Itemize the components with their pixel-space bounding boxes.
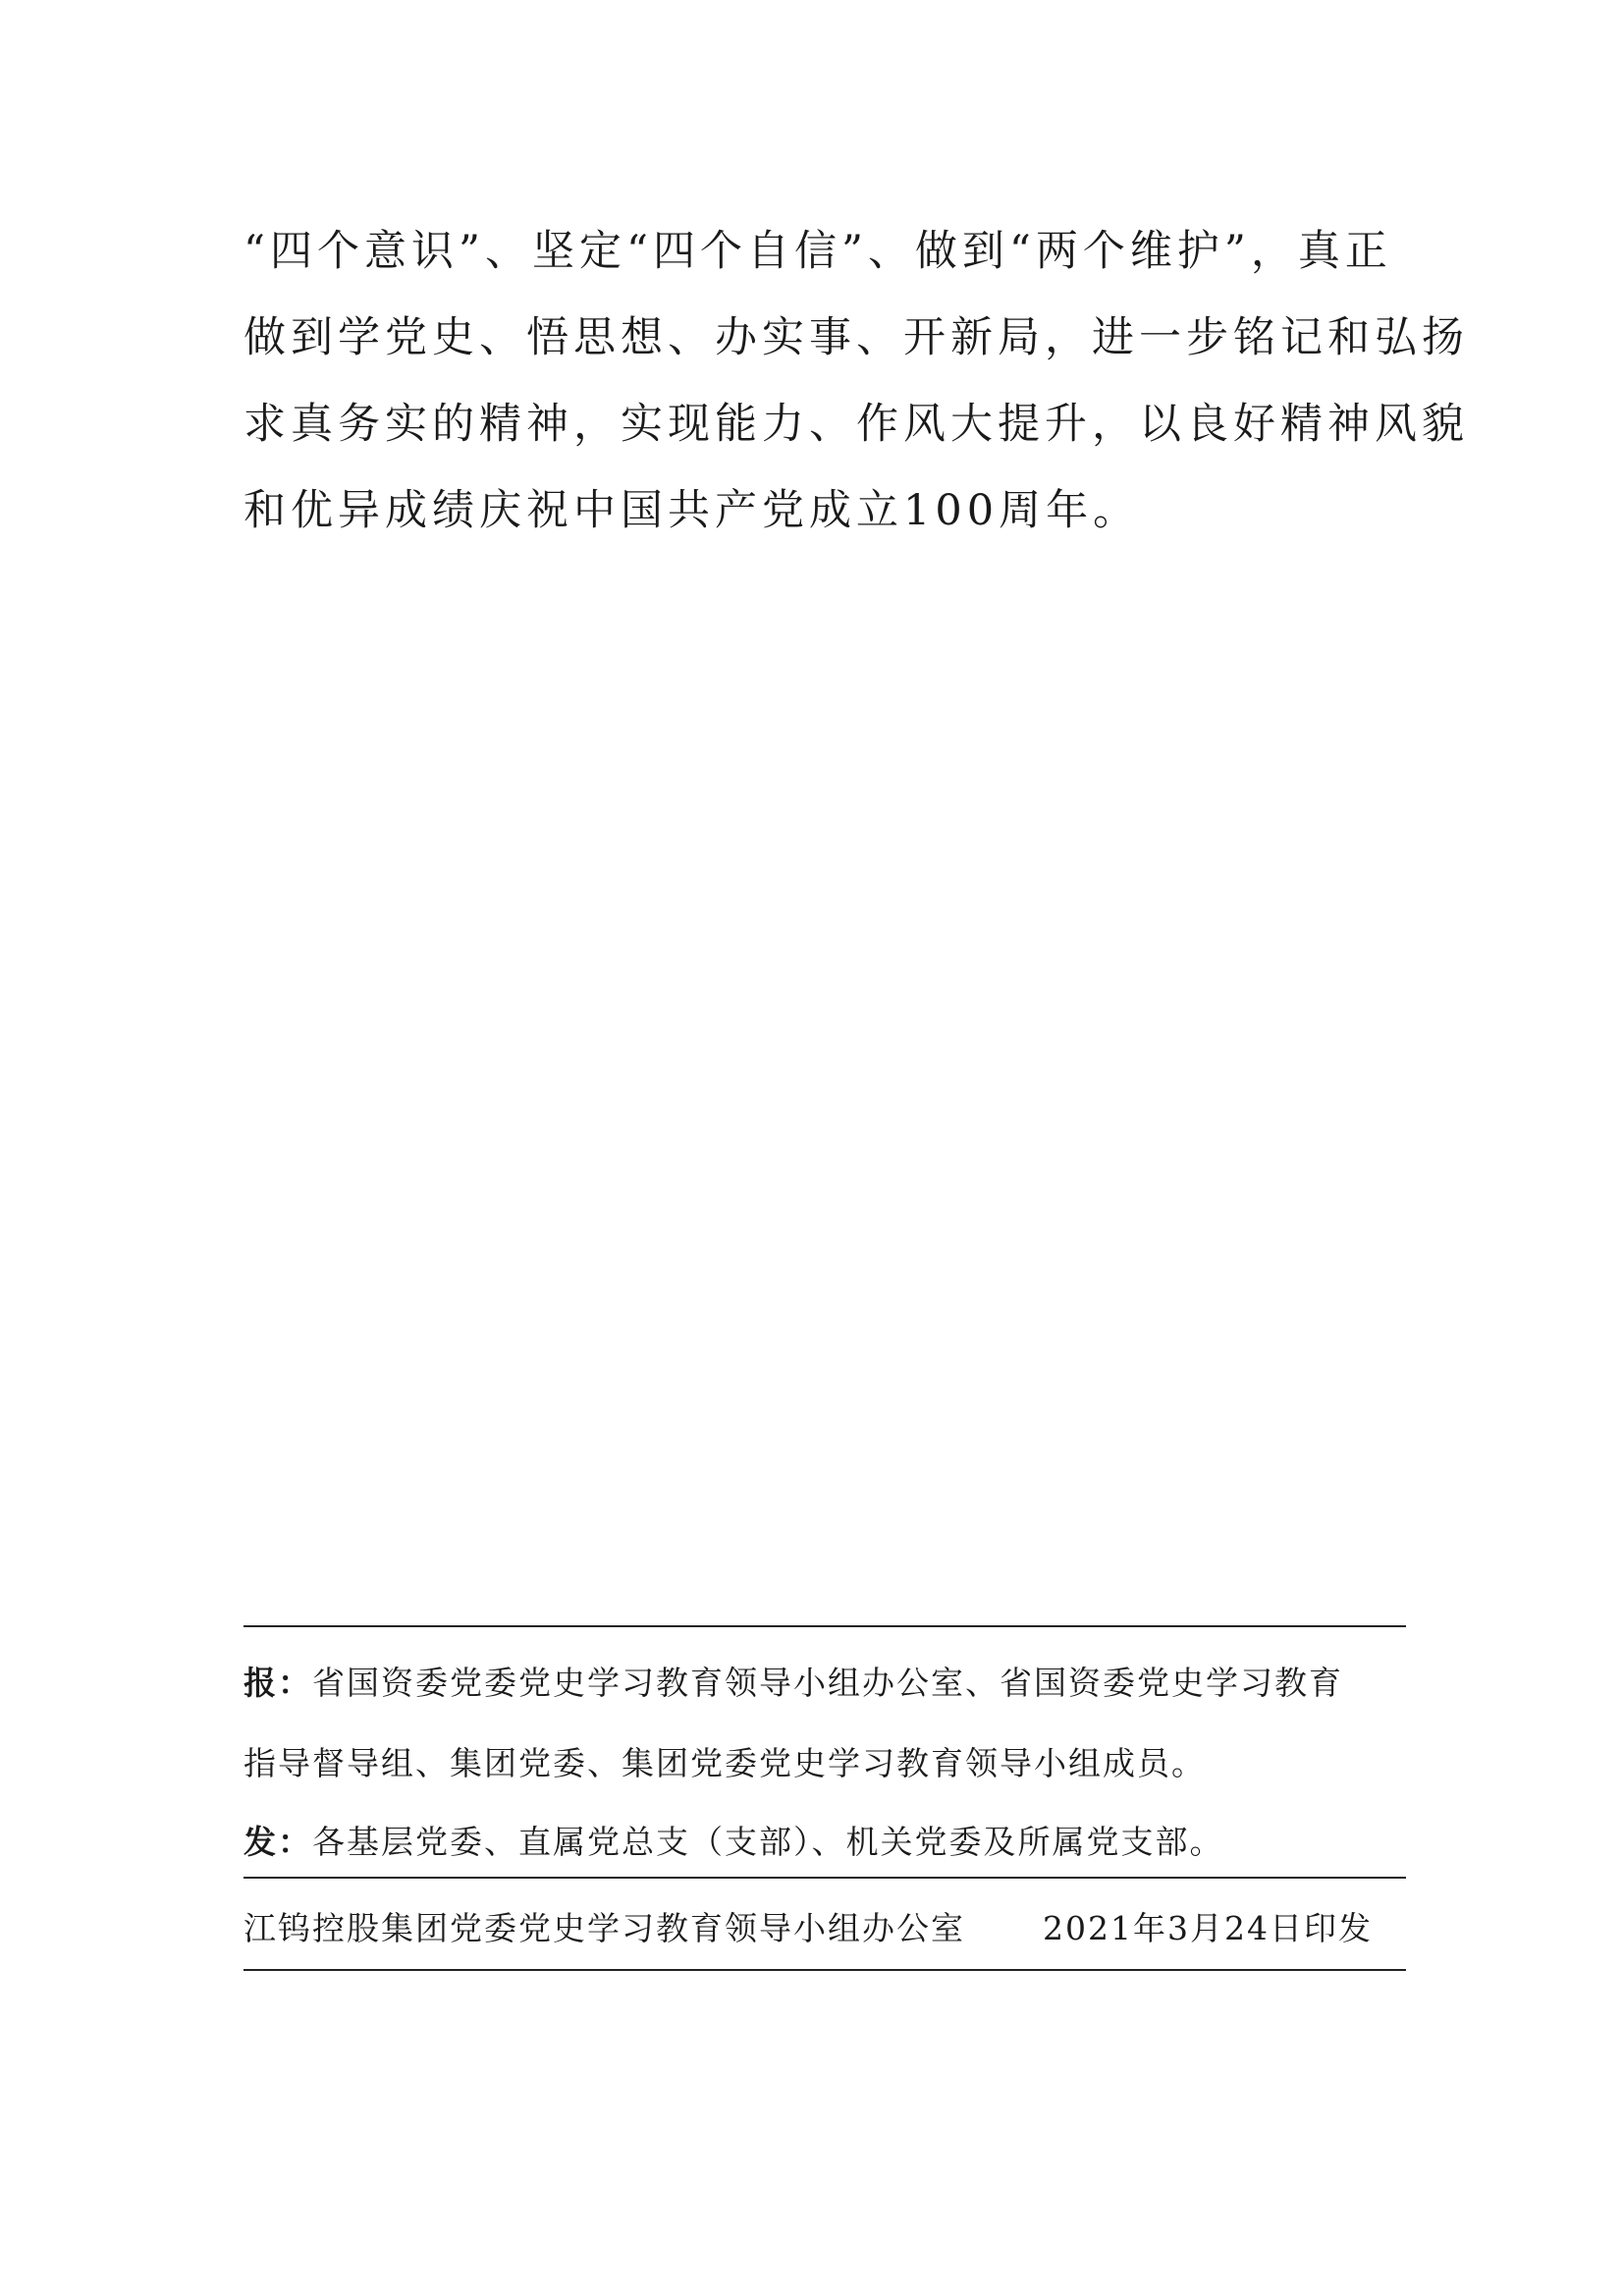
report-label: 报： — [243, 1664, 312, 1702]
send-to-line — [243, 1817, 1224, 1863]
issuer-line — [243, 1903, 1373, 1949]
report-recipients-1: 省国资委党委党史学习教育领导小组办公室、省国资委党史学习教育 — [312, 1664, 1343, 1702]
body-line: “四个意识”、坚定“四个自信”、做到“两个维护”，真正 — [243, 227, 1392, 276]
divider-top — [243, 1625, 1406, 1627]
issue-date: 2021年3月24日印发 — [1043, 1909, 1373, 1947]
body-paragraph — [243, 208, 1469, 554]
issuer-name: 江钨控股集团党委党史学习教育领导小组办公室 — [243, 1909, 965, 1947]
send-recipients: 各基层党委、直属党总支（支部）、机关党委及所属党支部。 — [312, 1823, 1224, 1861]
body-line: 做到学党史、悟思想、办实事、开新局，进一步铭记和弘扬 — [243, 313, 1469, 362]
report-to-line — [243, 1658, 1343, 1704]
body-line: 求真务实的精神，实现能力、作风大提升，以良好精神风貌 — [243, 400, 1469, 449]
report-recipients-2: 指导督导组、集团党委、集团党委党史学习教育领导小组成员。 — [243, 1744, 1206, 1782]
send-label: 发： — [243, 1823, 312, 1861]
divider-bottom — [243, 1969, 1406, 1971]
divider-middle — [243, 1877, 1406, 1879]
body-line: 和优异成绩庆祝中国共产党成立100周年。 — [243, 486, 1141, 535]
